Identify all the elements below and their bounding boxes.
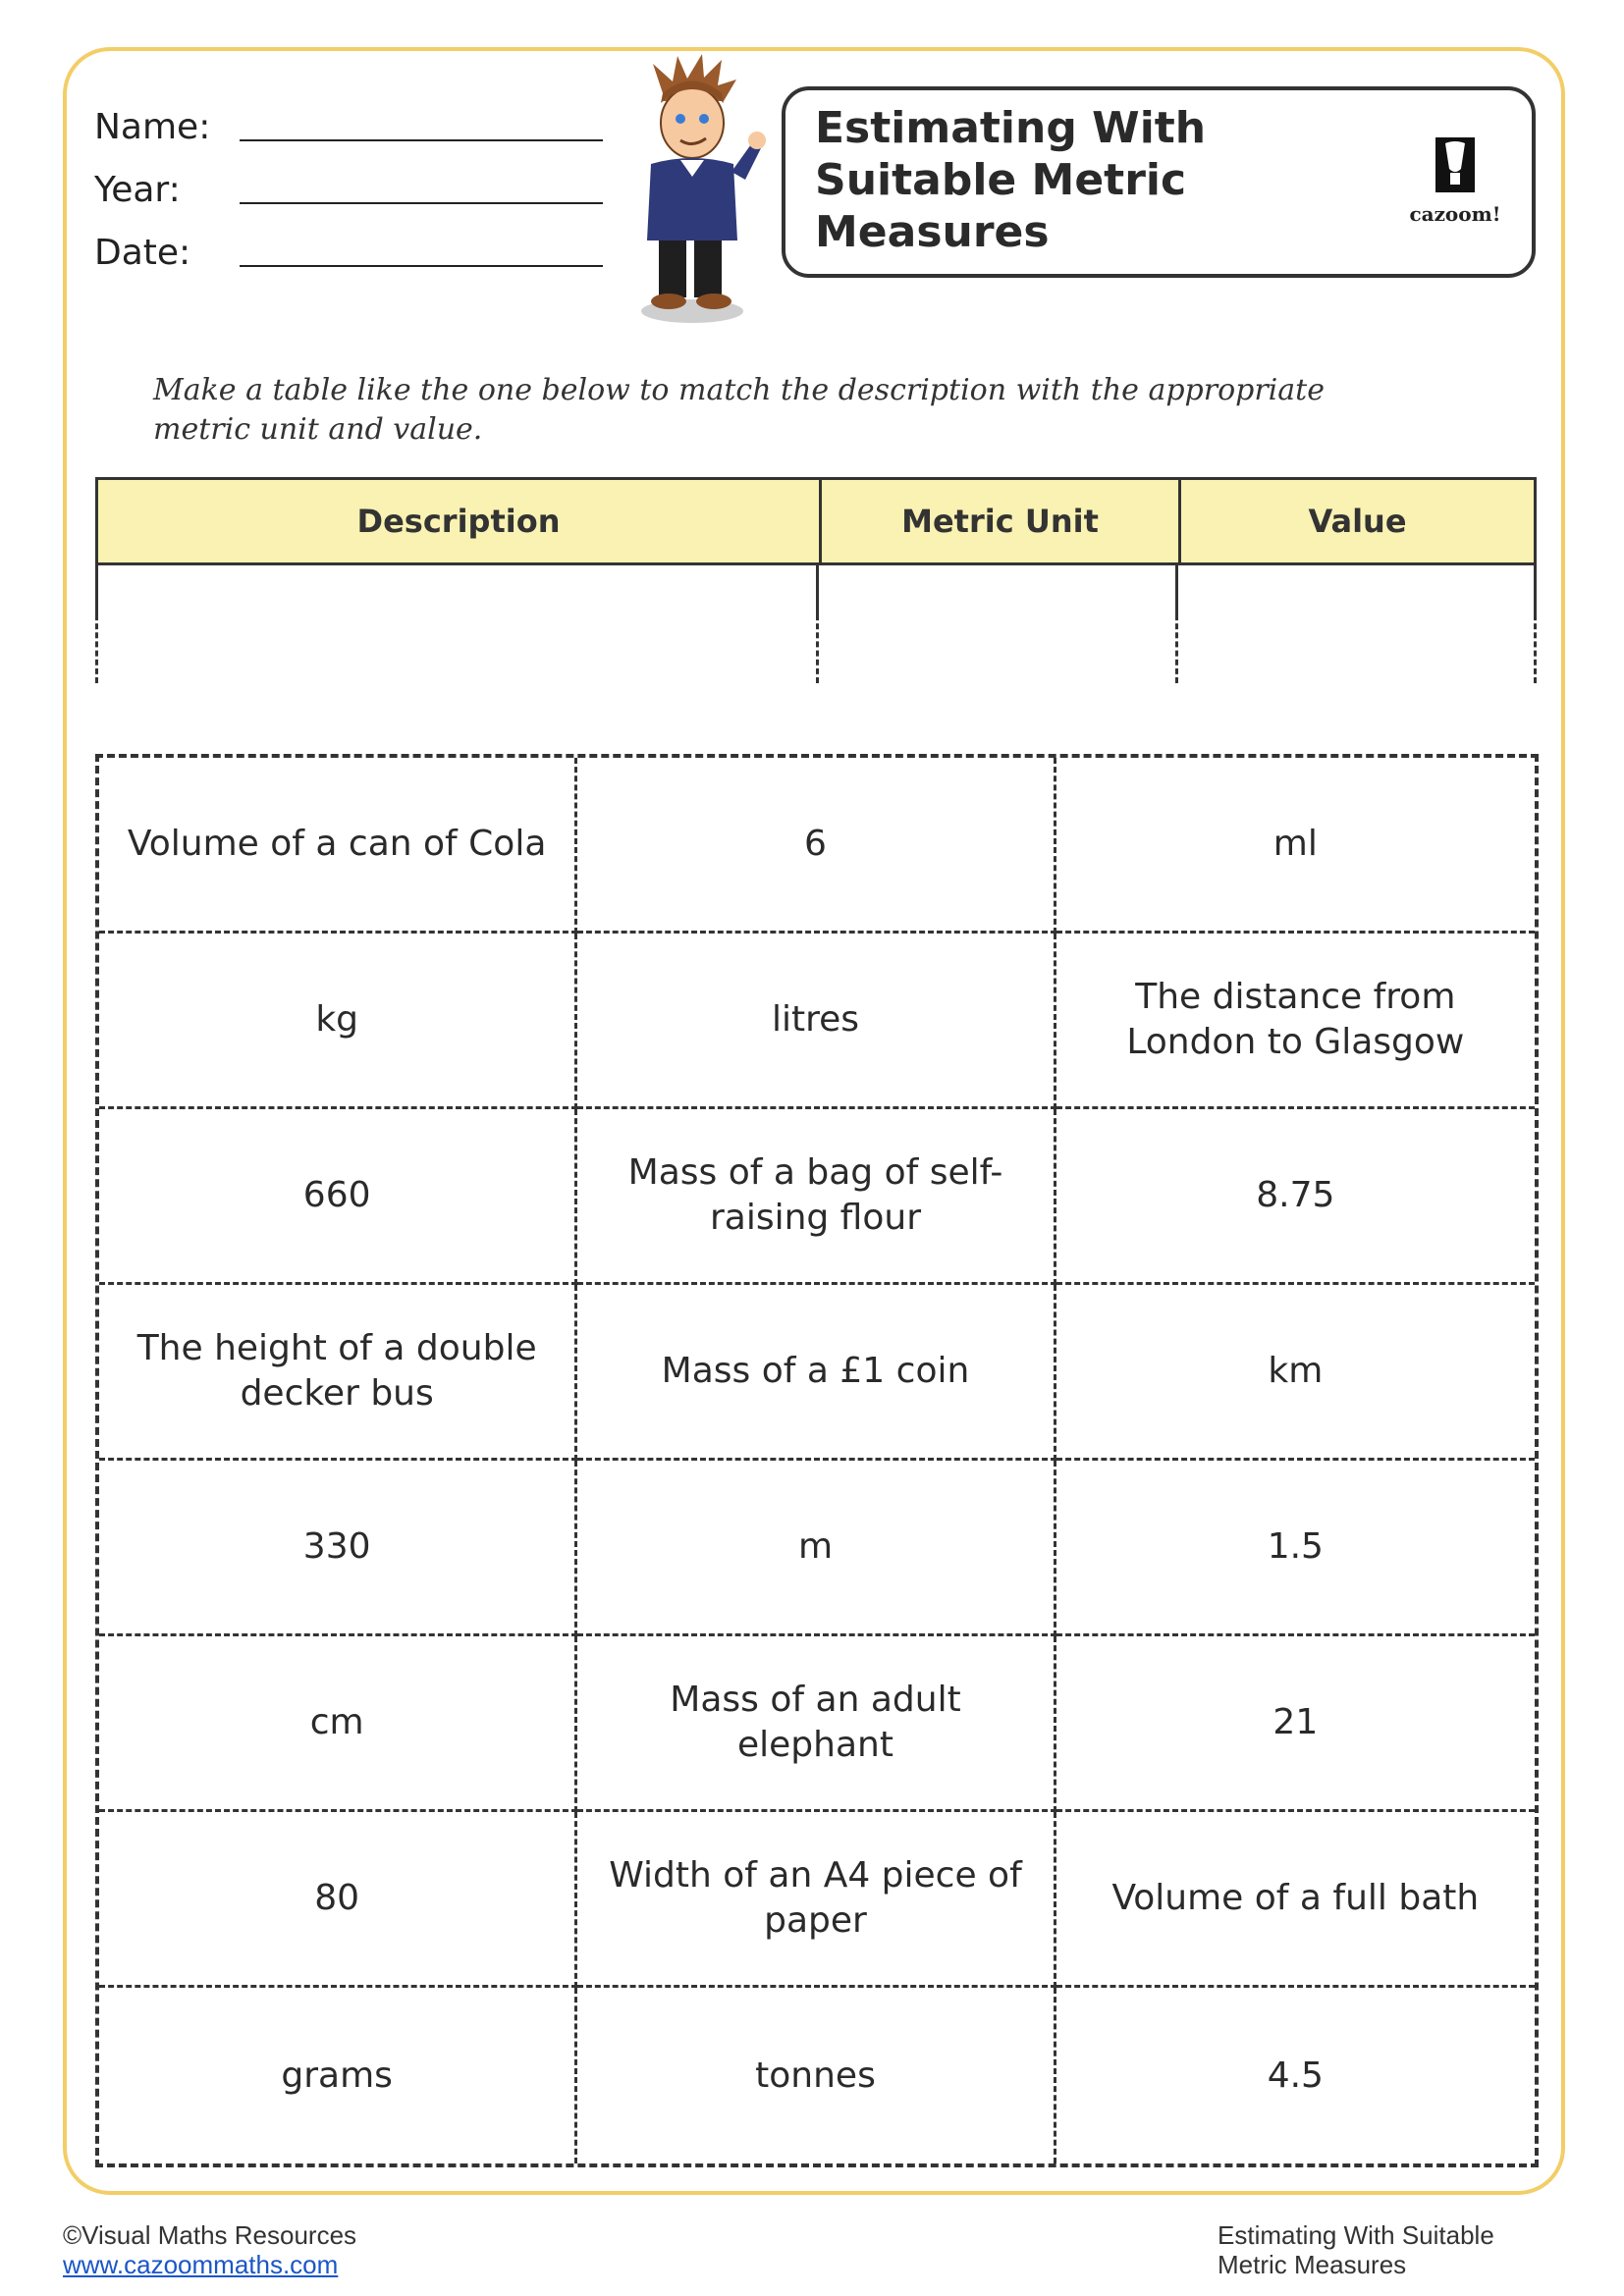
cazoom-logo [1396,130,1514,238]
instructions-line-1: Make a table like the one below to match the description with the appropriate [153,373,1325,407]
card[interactable]: m [577,1461,1056,1636]
card[interactable]: Mass of a £1 coin [577,1285,1056,1461]
card[interactable]: The distance from London to Glasgow [1056,934,1535,1109]
card[interactable]: grams [99,1988,577,2163]
card[interactable]: Width of an A4 piece of paper [577,1812,1056,1988]
name-field-row [94,98,242,147]
page-title [815,102,1365,258]
card[interactable]: 6 [577,758,1056,934]
title-line-1: Estimating With [815,103,1207,153]
card[interactable]: 21 [1056,1636,1535,1812]
card[interactable]: kg [99,934,577,1109]
title-line-2: Suitable Metric [815,155,1187,205]
name-label: Name: [94,107,211,147]
card[interactable]: Mass of an adult elephant [577,1636,1056,1812]
card[interactable]: The height of a double decker bus [99,1285,577,1461]
card[interactable]: 80 [99,1812,577,1988]
card[interactable]: 8.75 [1056,1109,1535,1285]
header-description: Description [356,503,561,540]
date-label: Date: [94,233,191,273]
name-line[interactable] [240,139,603,141]
website-link[interactable]: www.cazoommaths.com [63,2250,339,2279]
date-field-row [94,224,242,273]
cut-out-cards-grid [95,754,1539,2167]
card[interactable]: 660 [99,1109,577,1285]
header-metric-unit: Metric Unit [819,480,1178,562]
header-value: Value [1178,480,1534,562]
year-label: Year: [94,170,181,210]
footer-left [63,2220,356,2279]
footer-right [1218,2220,1494,2279]
title-line-3: Measures [815,207,1050,257]
trophy-logo-icon [1396,130,1514,200]
card[interactable]: tonnes [577,1988,1056,2163]
year-field-row [94,161,242,210]
copyright-text: ©Visual Maths Resources [63,2220,357,2250]
card[interactable]: Volume of a can of Cola [99,758,577,934]
card[interactable]: 330 [99,1461,577,1636]
title-box [782,86,1536,278]
card[interactable]: Volume of a full bath [1056,1812,1535,1988]
card[interactable]: 4.5 [1267,2055,1324,2096]
card[interactable]: cm [99,1636,577,1812]
year-line[interactable] [240,202,603,204]
date-line[interactable] [240,265,603,267]
instructions [153,371,1380,450]
card[interactable]: ml [1056,758,1535,934]
logo-text: cazoom! [1409,202,1501,226]
footer-title-line-2: Metric Measures [1218,2250,1407,2279]
instructions-line-2: metric unit and value. [153,412,483,447]
footer-title-line-1: Estimating With Suitable [1218,2220,1494,2250]
cartoon-boy-icon [623,54,771,329]
answer-table-header [95,477,1537,565]
card[interactable]: 1.5 [1056,1461,1535,1636]
card[interactable]: km [1056,1285,1535,1461]
card[interactable]: Mass of a bag of self-raising flour [577,1109,1056,1285]
card[interactable]: litres [577,934,1056,1109]
